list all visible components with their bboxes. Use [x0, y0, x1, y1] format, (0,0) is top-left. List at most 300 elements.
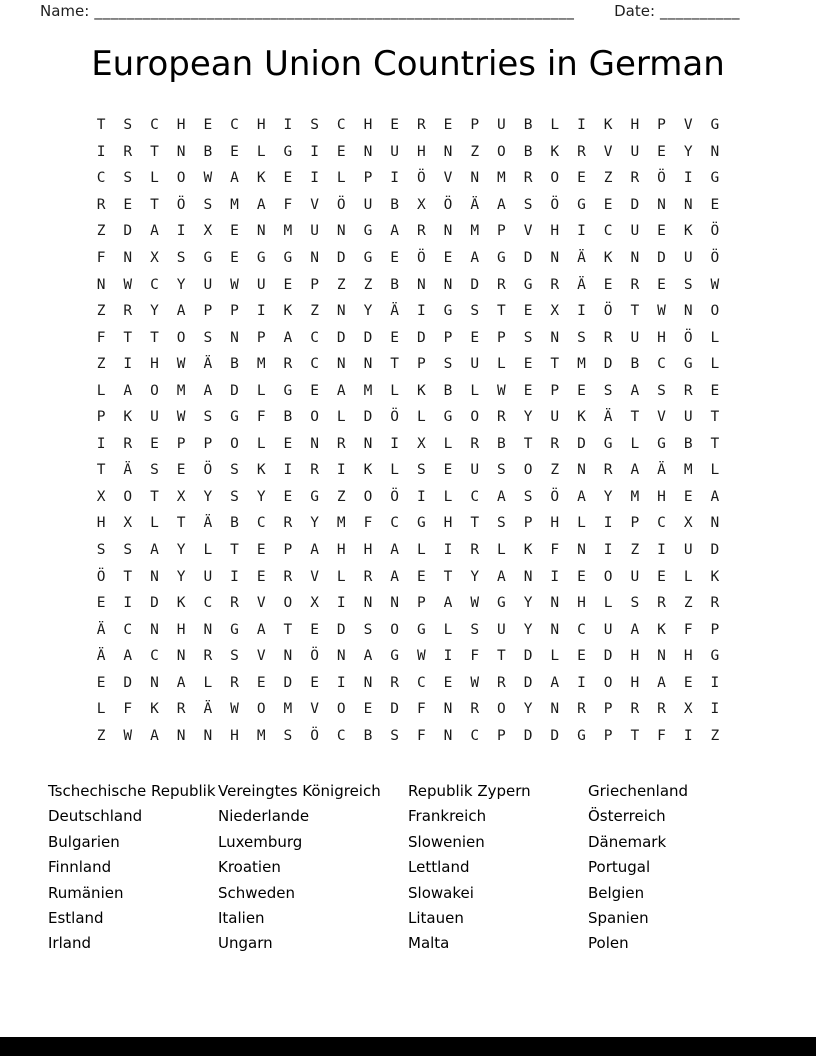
grid-cell: I: [683, 170, 693, 187]
grid-cell: D: [470, 276, 480, 293]
grid-cell: T: [470, 515, 480, 532]
grid-cell: E: [283, 170, 293, 187]
grid-cell: E: [336, 143, 346, 160]
grid-cell: Z: [310, 303, 319, 320]
grid-cell: D: [336, 250, 346, 266]
grid-cell: L: [150, 515, 159, 532]
grid-cell: W: [176, 356, 186, 373]
grid-cell: B: [203, 143, 213, 160]
grid-cell: N: [96, 276, 106, 293]
grid-cell: I: [310, 170, 319, 187]
grid-cell: A: [497, 488, 506, 505]
grid-cell: X: [416, 196, 426, 213]
word-list-column: [588, 779, 748, 957]
grid-cell: E: [230, 250, 239, 266]
grid-cell: T: [443, 568, 453, 585]
grid-cell: C: [203, 595, 213, 612]
name-line: ____________________________________________________________: [94, 2, 575, 20]
grid-cell: I: [336, 462, 346, 479]
grid-cell: N: [550, 621, 560, 638]
grid-cell: I: [96, 435, 106, 452]
grid-cell: M: [176, 382, 186, 399]
grid-cell: W: [230, 701, 239, 718]
grid-cell: R: [203, 648, 213, 665]
grid-cell: C: [657, 356, 666, 373]
grid-cell: O: [336, 701, 346, 718]
grid-cell: R: [603, 462, 613, 479]
grid-cell: S: [603, 382, 613, 399]
grid-cell: N: [470, 170, 480, 187]
grid-cell: D: [336, 329, 346, 346]
grid-cell: U: [603, 621, 613, 638]
grid-cell: L: [710, 356, 720, 373]
grid-cell: I: [336, 674, 346, 691]
grid-cell: Y: [470, 568, 480, 585]
grid-cell: I: [577, 303, 586, 320]
grid-cell: A: [497, 196, 506, 213]
grid-cell: S: [363, 621, 373, 638]
grid-cell: Ä: [390, 303, 400, 320]
grid-cell: R: [470, 542, 480, 559]
grid-cell: V: [657, 409, 666, 426]
grid-cell: E: [96, 674, 106, 691]
grid-cell: E: [230, 223, 239, 240]
grid-cell: U: [150, 409, 159, 426]
grid-cell: T: [390, 356, 400, 373]
grid-cell: N: [550, 595, 560, 612]
grid-cell: N: [443, 276, 453, 293]
word-list-column: [218, 779, 408, 957]
grid-cell: E: [123, 196, 133, 213]
grid-cell: D: [550, 727, 560, 744]
grid-cell: O: [230, 435, 239, 452]
grid-cell: L: [390, 462, 400, 479]
grid-cell: P: [203, 303, 213, 320]
grid-cell: C: [230, 117, 239, 134]
grid-cell: S: [203, 196, 213, 213]
grid-cell: M: [283, 701, 293, 718]
grid-cell: R: [657, 595, 666, 612]
grid-cell: L: [550, 117, 560, 134]
grid-cell: Ä: [96, 648, 106, 665]
grid-cell: P: [497, 727, 506, 744]
grid-cell: L: [336, 568, 346, 585]
word-item: Schweden: [218, 883, 296, 902]
grid-cell: G: [256, 250, 266, 266]
grid-cell: W: [176, 409, 186, 426]
grid-cell: U: [470, 462, 480, 479]
word-item: Italien: [218, 909, 265, 928]
grid-cell: L: [710, 329, 720, 346]
grid-cell: H: [336, 542, 346, 559]
word-item: Kroatien: [218, 858, 281, 877]
grid-cell: E: [657, 276, 666, 293]
grid-cell: X: [683, 515, 693, 532]
grid-cell: T: [630, 727, 640, 744]
grid-cell: A: [577, 488, 586, 505]
grid-cell: Ä: [96, 621, 106, 638]
name-label: Name:: [40, 2, 90, 20]
grid-cell: P: [710, 621, 720, 638]
grid-cell: D: [230, 382, 239, 399]
grid-cell: N: [443, 727, 453, 744]
grid-cell: Y: [523, 621, 533, 638]
grid-cell: L: [416, 409, 426, 426]
grid-cell: D: [523, 250, 533, 266]
grid-cell: I: [256, 303, 266, 320]
grid-cell: D: [603, 648, 613, 665]
grid-cell: Y: [310, 515, 319, 532]
grid-cell: D: [150, 595, 159, 612]
grid-cell: L: [416, 542, 426, 559]
grid-cell: T: [630, 409, 640, 426]
grid-cell: D: [363, 329, 373, 346]
grid-cell: O: [283, 595, 293, 612]
grid-cell: A: [390, 542, 400, 559]
grid-cell: N: [657, 648, 666, 665]
grid-cell: N: [176, 727, 186, 744]
grid-cell: Ö: [390, 409, 400, 426]
grid-cell: P: [630, 515, 640, 532]
grid-cell: E: [230, 143, 239, 160]
grid-cell: S: [230, 648, 239, 665]
grid-cell: I: [96, 143, 106, 160]
grid-cell: K: [577, 409, 586, 426]
grid-cell: U: [683, 542, 693, 559]
grid-cell: P: [230, 303, 239, 320]
grid-cell: O: [603, 568, 613, 585]
grid-cell: H: [683, 648, 693, 665]
grid-cell: V: [310, 196, 319, 213]
grid-cell: Ä: [657, 462, 666, 479]
grid-cell: O: [497, 701, 506, 718]
grid-cell: U: [310, 223, 319, 240]
grid-cell: G: [203, 250, 213, 266]
grid-cell: F: [283, 196, 293, 213]
grid-cell: G: [497, 595, 506, 612]
grid-cell: V: [603, 143, 613, 160]
grid-cell: Z: [336, 276, 346, 293]
grid-cell: W: [203, 170, 213, 187]
grid-cell: H: [176, 621, 186, 638]
grid-cell: F: [256, 409, 266, 426]
grid-cell: O: [176, 170, 186, 187]
grid-cell: N: [390, 595, 400, 612]
grid-cell: A: [470, 250, 480, 266]
grid-cell: Z: [96, 356, 106, 373]
grid-cell: T: [96, 462, 106, 479]
grid-cell: K: [710, 568, 720, 585]
grid-cell: L: [336, 409, 346, 426]
grid-cell: C: [416, 674, 426, 691]
grid-cell: W: [470, 674, 480, 691]
grid-cell: E: [443, 117, 453, 134]
grid-cell: R: [230, 595, 239, 612]
grid-cell: R: [470, 435, 480, 452]
grid-cell: L: [96, 382, 106, 399]
grid-cell: N: [443, 701, 453, 718]
grid-cell: K: [523, 542, 533, 559]
grid-cell: S: [123, 117, 133, 134]
grid-cell: E: [283, 276, 293, 293]
grid-cell: R: [657, 701, 666, 718]
grid-cell: U: [256, 276, 266, 293]
grid-cell: T: [283, 621, 293, 638]
grid-cell: U: [630, 143, 640, 160]
grid-cell: L: [256, 382, 266, 399]
grid-cell: L: [683, 568, 693, 585]
grid-cell: N: [550, 250, 560, 266]
grid-cell: O: [256, 701, 266, 718]
grid-cell: N: [683, 196, 693, 213]
grid-cell: S: [683, 276, 693, 293]
grid-cell: N: [550, 329, 560, 346]
grid-cell: S: [310, 117, 319, 134]
grid-cell: G: [603, 435, 613, 452]
grid-cell: V: [310, 568, 319, 585]
grid-cell: D: [390, 701, 400, 718]
grid-cell: K: [657, 621, 666, 638]
grid-cell: G: [710, 170, 720, 187]
grid-cell: Y: [683, 143, 693, 160]
grid-cell: S: [416, 462, 426, 479]
grid-cell: S: [523, 329, 533, 346]
grid-cell: N: [523, 568, 533, 585]
grid-cell: T: [96, 117, 106, 134]
grid-cell: I: [710, 674, 720, 691]
grid-cell: X: [176, 488, 186, 505]
grid-cell: H: [630, 117, 640, 134]
grid-cell: E: [577, 648, 586, 665]
grid-cell: C: [150, 276, 159, 293]
grid-cell: N: [416, 276, 426, 293]
word-item: Griechenland: [588, 782, 689, 800]
grid-cell: F: [683, 621, 693, 638]
grid-cell: A: [256, 621, 266, 638]
grid-cell: X: [123, 515, 133, 532]
grid-cell: A: [310, 542, 319, 559]
grid-cell: H: [550, 515, 560, 532]
grid-cell: K: [550, 143, 560, 160]
grid-cell: E: [310, 621, 319, 638]
grid-cell: C: [150, 117, 159, 134]
grid-cell: D: [523, 648, 533, 665]
grid-cell: D: [577, 435, 586, 452]
grid-cell: U: [497, 621, 506, 638]
grid-cell: H: [230, 727, 239, 744]
date-line: __________: [660, 2, 740, 20]
grid-cell: T: [150, 329, 159, 346]
grid-cell: L: [96, 701, 106, 718]
grid-cell: S: [470, 303, 480, 320]
grid-cell: R: [577, 143, 586, 160]
grid-cell: V: [443, 170, 453, 187]
grid-cell: N: [710, 143, 720, 160]
grid-cell: Z: [96, 727, 106, 744]
grid-cell: U: [363, 196, 373, 213]
word-item: Spanien: [588, 909, 649, 928]
grid-cell: F: [657, 727, 666, 744]
grid-cell: Ä: [577, 276, 586, 293]
grid-cell: E: [577, 382, 586, 399]
grid-cell: R: [230, 674, 239, 691]
grid-cell: Ö: [310, 727, 319, 744]
grid-cell: X: [203, 223, 213, 240]
grid-cell: W: [123, 276, 133, 293]
word-item: Slowakei: [408, 883, 474, 902]
word-item: Slowenien: [408, 832, 485, 851]
grid-cell: P: [203, 435, 213, 452]
grid-cell: A: [630, 462, 640, 479]
grid-cell: G: [443, 409, 453, 426]
grid-cell: U: [203, 568, 213, 585]
grid-cell: K: [123, 409, 133, 426]
grid-cell: R: [416, 117, 426, 134]
grid-cell: M: [497, 170, 506, 187]
grid-cell: Y: [256, 488, 266, 505]
grid-cell: U: [630, 329, 640, 346]
grid-cell: Ä: [603, 409, 613, 426]
grid-cell: L: [203, 542, 213, 559]
grid-cell: T: [230, 542, 239, 559]
grid-cell: B: [230, 356, 239, 373]
grid-cell: U: [683, 409, 693, 426]
grid-cell: E: [603, 276, 613, 293]
grid-cell: S: [497, 462, 506, 479]
page-title: European Union Countries in German: [91, 44, 725, 84]
header: [40, 2, 740, 20]
grid-cell: P: [176, 435, 186, 452]
grid-cell: N: [336, 356, 346, 373]
grid-cell: K: [256, 462, 266, 479]
grid-cell: R: [550, 276, 560, 293]
grid-cell: Ä: [123, 462, 133, 479]
grid-cell: C: [336, 727, 346, 744]
grid-cell: S: [203, 329, 213, 346]
grid-cell: A: [256, 196, 266, 213]
grid-cell: K: [603, 250, 613, 266]
grid-cell: N: [363, 674, 373, 691]
grid-cell: E: [390, 329, 400, 346]
grid-cell: E: [443, 462, 453, 479]
grid-cell: B: [683, 435, 693, 452]
grid-cell: U: [630, 223, 640, 240]
word-item: Dänemark: [588, 832, 667, 851]
grid-cell: N: [710, 515, 720, 532]
grid-cell: F: [416, 727, 426, 744]
grid-cell: H: [577, 595, 586, 612]
grid-cell: X: [150, 250, 159, 266]
grid-cell: R: [283, 515, 293, 532]
grid-cell: S: [150, 462, 159, 479]
grid-cell: U: [497, 117, 506, 134]
grid-cell: L: [710, 462, 720, 479]
grid-cell: I: [230, 568, 239, 585]
grid-cell: E: [203, 117, 213, 134]
grid-cell: O: [603, 674, 613, 691]
grid-cell: R: [497, 409, 506, 426]
grid-cell: C: [657, 515, 666, 532]
grid-cell: T: [710, 435, 720, 452]
grid-cell: R: [710, 595, 720, 612]
grid-cell: R: [497, 674, 506, 691]
grid-cell: H: [256, 117, 266, 134]
grid-cell: T: [497, 303, 506, 320]
grid-cell: K: [176, 595, 186, 612]
grid-cell: D: [603, 356, 613, 373]
grid-cell: E: [603, 196, 613, 213]
grid-cell: T: [710, 409, 720, 426]
grid-cell: D: [416, 329, 426, 346]
grid-cell: Ö: [710, 223, 720, 240]
grid-cell: P: [523, 515, 533, 532]
grid-cell: R: [630, 701, 640, 718]
grid-cell: Y: [176, 568, 186, 585]
grid-cell: K: [683, 223, 693, 240]
grid-cell: P: [310, 276, 319, 293]
grid-cell: I: [683, 727, 693, 744]
grid-cell: H: [443, 515, 453, 532]
grid-cell: P: [550, 382, 560, 399]
grid-cell: T: [123, 568, 133, 585]
grid-cell: S: [230, 462, 239, 479]
grid-cell: Ö: [310, 648, 319, 665]
grid-cell: R: [336, 435, 346, 452]
grid-cell: Ö: [710, 250, 720, 266]
grid-cell: S: [96, 542, 106, 559]
grid-cell: D: [283, 674, 293, 691]
grid-cell: V: [256, 648, 266, 665]
grid-cell: R: [390, 674, 400, 691]
grid-cell: G: [283, 250, 293, 266]
grid-cell: E: [390, 117, 400, 134]
grid-cell: F: [416, 701, 426, 718]
grid-cell: Z: [630, 542, 640, 559]
grid-cell: R: [683, 382, 693, 399]
grid-cell: Ö: [550, 488, 560, 505]
grid-cell: D: [123, 674, 133, 691]
grid-cell: I: [123, 595, 133, 612]
grid-cell: P: [416, 595, 426, 612]
grid-cell: E: [363, 701, 373, 718]
grid-cell: K: [603, 117, 613, 134]
word-item: Niederlande: [218, 807, 310, 826]
grid-cell: H: [150, 356, 159, 373]
grid-cell: G: [710, 117, 720, 134]
grid-cell: E: [577, 170, 586, 187]
grid-cell: S: [630, 595, 640, 612]
grid-cell: A: [150, 542, 159, 559]
grid-cell: U: [470, 356, 480, 373]
grid-cell: E: [416, 568, 426, 585]
date-label: Date:: [614, 2, 655, 20]
grid-cell: B: [630, 356, 640, 373]
grid-cell: I: [416, 303, 426, 320]
grid-cell: E: [683, 488, 693, 505]
grid-cell: R: [123, 435, 133, 452]
grid-cell: I: [123, 356, 133, 373]
grid-cell: I: [550, 568, 560, 585]
word-list-column: [48, 779, 218, 957]
grid-cell: N: [256, 223, 266, 240]
grid-cell: L: [497, 542, 506, 559]
grid-cell: E: [176, 462, 186, 479]
grid-cell: C: [310, 356, 319, 373]
grid-cell: P: [497, 329, 506, 346]
grid-cell: L: [443, 621, 453, 638]
grid-cell: Ä: [203, 356, 213, 373]
grid-cell: A: [123, 648, 133, 665]
